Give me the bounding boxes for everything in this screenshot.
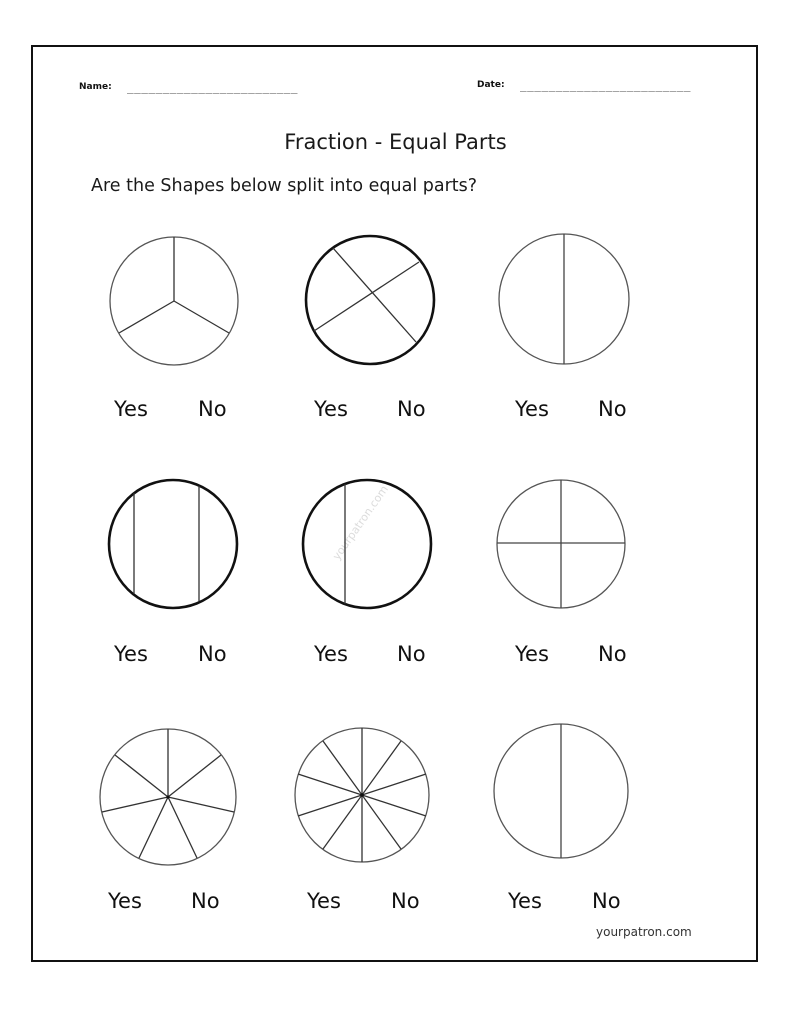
shape-4-yes-option[interactable]: Yes [114,642,148,666]
shape-3-no-option[interactable]: No [598,397,627,421]
watermark: yourpatron.com [330,483,391,563]
shape-5-yes-option[interactable]: Yes [314,642,348,666]
shape-8-ten-parts [295,728,429,862]
worksheet-title: Fraction - Equal Parts [284,130,507,154]
shape-8-yes-option[interactable]: Yes [307,889,341,913]
name-label: Name: [79,82,112,92]
shape-6-no-option[interactable]: No [598,642,627,666]
shape-2-no-option[interactable]: No [397,397,426,421]
shape-3-halves [499,234,629,364]
shape-5-off-center-chord [303,480,431,608]
date-field[interactable]: ________________________ [520,79,691,92]
shape-5-no-option[interactable]: No [397,642,426,666]
name-field[interactable]: ________________________ [127,81,298,94]
shape-7-no-option[interactable]: No [191,889,220,913]
shape-6-quarters [497,480,625,608]
shape-1-no-option[interactable]: No [198,397,227,421]
shape-6-yes-option[interactable]: Yes [515,642,549,666]
worksheet-question: Are the Shapes below split into equal parts? [91,176,478,196]
shape-3-yes-option[interactable]: Yes [515,397,549,421]
shape-9-yes-option[interactable]: Yes [508,889,542,913]
shape-2-yes-option[interactable]: Yes [314,397,348,421]
shape-8-no-option[interactable]: No [391,889,420,913]
shape-7-yes-option[interactable]: Yes [108,889,142,913]
shape-1-yes-option[interactable]: Yes [114,397,148,421]
shape-4-vertical-chords [109,480,237,608]
shape-9-halves [494,724,628,858]
shape-1-three-parts [110,237,238,365]
shape-2-cross-parts [306,236,434,364]
footer-site-credit: yourpatron.com [596,925,692,939]
date-label: Date: [477,80,505,90]
shape-7-seven-parts [100,729,236,865]
shape-9-no-option[interactable]: No [592,889,621,913]
shape-4-no-option[interactable]: No [198,642,227,666]
